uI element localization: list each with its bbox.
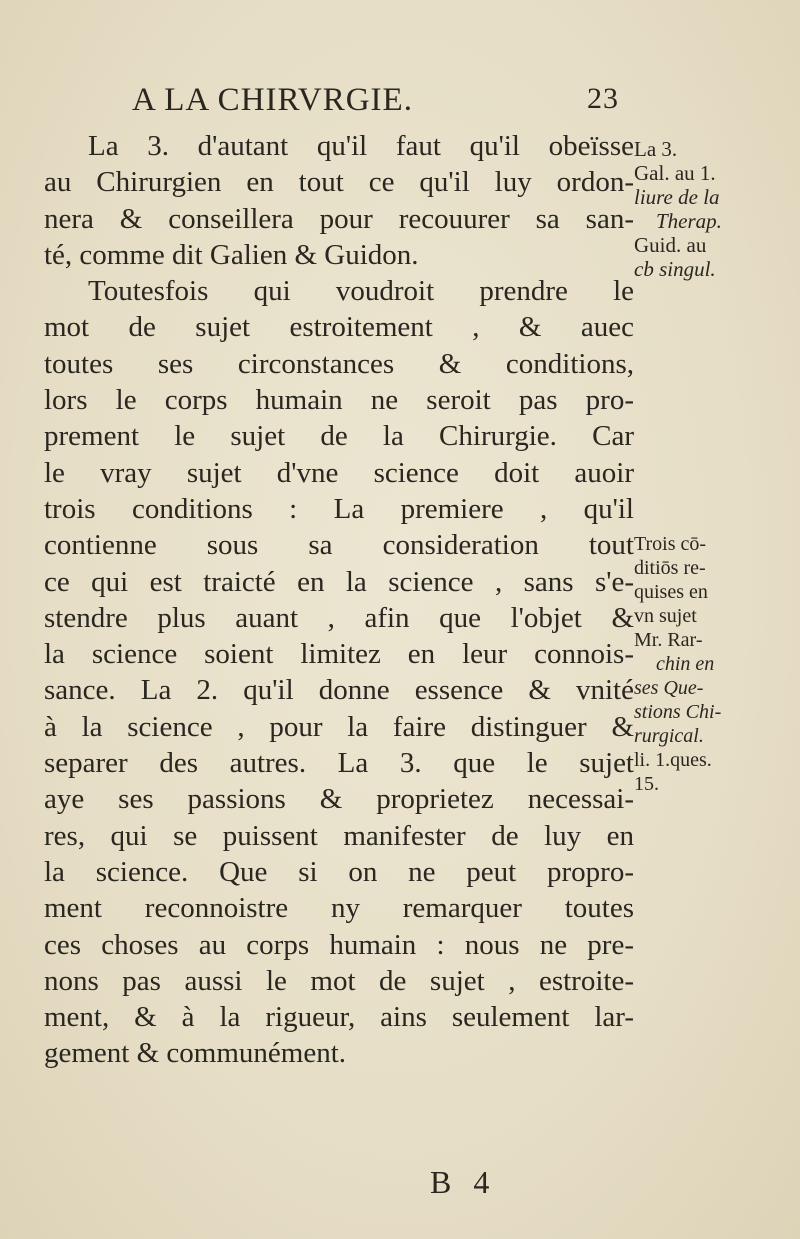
text-line: la science soient limitez en leur connois- xyxy=(44,638,634,671)
margin-line: rurgical. xyxy=(634,725,704,747)
text-line: gement & communément. xyxy=(44,1037,347,1070)
margin-note-galien xyxy=(634,138,794,282)
text-line: à la science , pour la faire distinguer & xyxy=(44,710,634,743)
running-title: A LA CHIRVRGIE. xyxy=(132,82,413,118)
text-line: la science. Que si on ne peut propro- xyxy=(44,855,634,888)
margin-line: Trois cō- xyxy=(634,533,707,555)
running-header xyxy=(132,82,632,122)
text-line: le vray sujet d'vne science doit auoir xyxy=(44,456,634,489)
margin-line: cb singul. xyxy=(634,257,716,281)
margin-line: chin en xyxy=(656,653,715,675)
text-line: nons pas aussi le mot de sujet , estroite- xyxy=(44,964,634,997)
margin-line: quises en xyxy=(634,581,708,603)
text-line: La 3. d'autant qu'il faut qu'il obeïsse xyxy=(88,130,634,162)
page-number: 23 xyxy=(587,82,619,115)
text-line: sance. La 2. qu'il donne essence & vnité xyxy=(44,674,634,707)
text-line: mot de sujet estroitement , & auec xyxy=(44,311,634,344)
text-line: prement le sujet de la Chirurgie. Car xyxy=(44,420,634,453)
text-line: ce qui est traicté en la science , sans s'e- xyxy=(44,565,634,598)
margin-line: ditiōs re- xyxy=(634,557,706,579)
margin-line: La 3. xyxy=(634,137,678,161)
margin-line: Therap. xyxy=(656,209,722,233)
text-line: ment reconnoistre ny remarquer toutes xyxy=(44,892,634,925)
text-line: contienne sous sa consideration tout xyxy=(44,529,634,562)
text-line: aye ses passions & proprietez necessai- xyxy=(44,783,634,816)
margin-line: ses Que- xyxy=(634,677,704,699)
text-line: trois conditions : La premiere , qu'il xyxy=(44,492,634,525)
signature-letter: B xyxy=(430,1164,452,1200)
margin-line: Guid. au xyxy=(634,233,707,257)
margin-line: liure de la xyxy=(634,185,720,209)
text-line: separer des autres. La 3. que le sujet xyxy=(44,747,634,780)
text-line: toutes ses circonstances & conditions, xyxy=(44,347,634,380)
margin-line: Gal. au 1. xyxy=(634,161,716,185)
text-line: ment, & à la rigueur, ains seulement lar- xyxy=(44,1001,634,1034)
text-line: nera & conseillera pour recouurer sa san- xyxy=(44,202,634,235)
margin-line: 15. xyxy=(634,773,659,795)
margin-line: stions Chi- xyxy=(634,701,722,723)
margin-line: Mr. Rar- xyxy=(634,629,703,651)
text-line: ces choses au corps humain : nous ne pre- xyxy=(44,928,634,961)
body-text xyxy=(44,128,634,1072)
text-line: lors le corps humain ne seroit pas pro- xyxy=(44,384,634,417)
signature-number: 4 xyxy=(473,1164,490,1200)
text-line: Toutesfois qui voudroit prendre le xyxy=(88,275,634,308)
text-line: stendre plus auant , afin que l'objet & xyxy=(44,601,634,634)
margin-line: vn sujet xyxy=(634,605,697,627)
text-line: res, qui se puissent manifester de luy en xyxy=(44,819,634,852)
text-line: té, comme dit Galien & Guidon. xyxy=(44,238,419,271)
signature-mark xyxy=(430,1164,511,1201)
margin-line: li. 1.ques. xyxy=(634,749,712,771)
text-line: au Chirurgien en tout ce qu'il luy ordon- xyxy=(44,166,634,199)
margin-note-conditions xyxy=(634,532,794,796)
